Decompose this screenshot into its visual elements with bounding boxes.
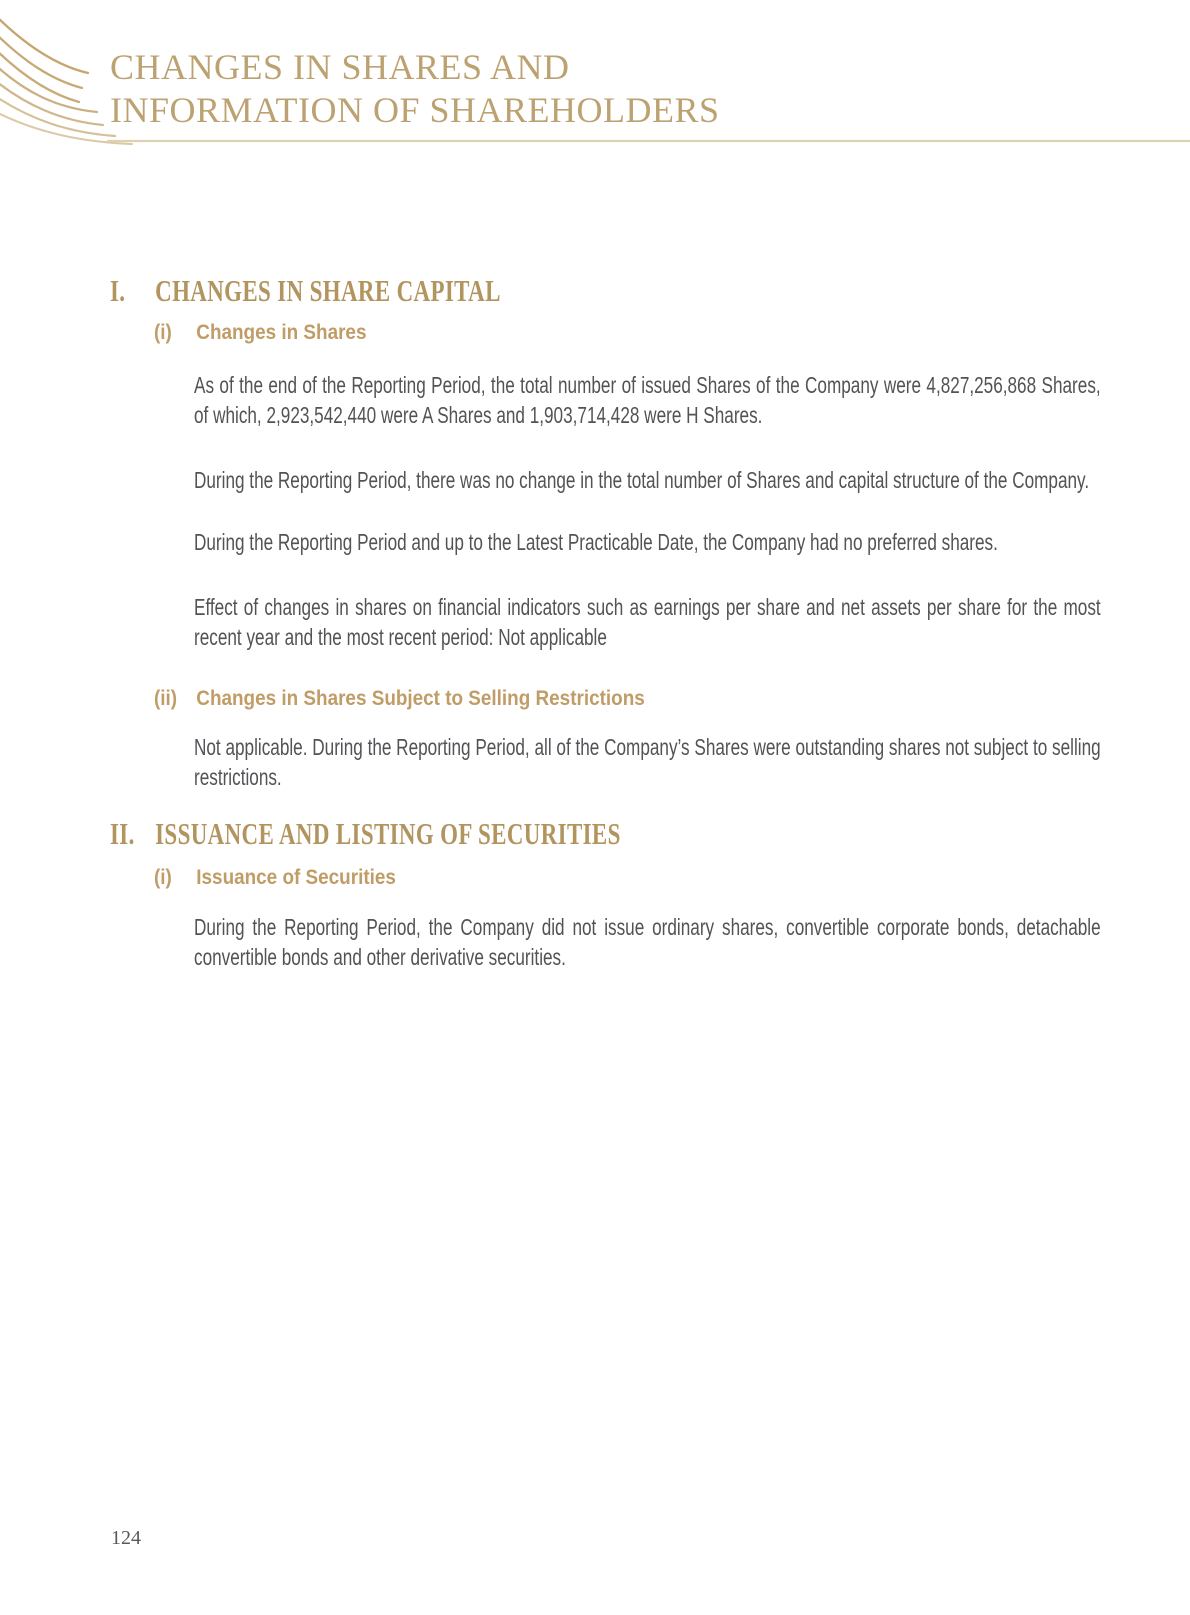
paragraph: During the Reporting Period, the Company did not issue ordinary shares, convertible corporate bonds, detachable convertible bonds and other derivative securities. [194,914,1101,970]
page-number: 124 [111,1527,141,1549]
subsection-heading-text: Changes in Shares Subject to Selling Restrictions [196,687,645,710]
subsection-heading-2-i [154,866,964,890]
paragraph: As of the end of the Reporting Period, the total number of issued Shares of the Company were 4,827,256,868 Shares, of which, 2,923,542,440 were A Shares and 1,903,714,428 were H Shares. [194,372,1101,428]
page-title [110,46,720,132]
paragraph: Not applicable. During the Reporting Period, all of the Company’s Shares were outstanding shares not subject to selling restrictions. [194,734,1101,790]
page-title-line-1: CHANGES IN SHARES AND [110,47,570,87]
subsection-heading-text: Changes in Shares [196,321,367,344]
subsection-heading-text: Issuance of Securities [196,866,396,889]
section-heading-1 [110,274,672,308]
section-numeral: I. [110,273,126,308]
paragraph: During the Reporting Period and up to the Latest Practicable Date, the Company had no preferred shares. [194,529,998,555]
subsection-heading-1-i [154,321,964,345]
section-heading-2 [110,817,672,851]
subsection-heading-1-ii [154,687,964,711]
section-heading-text: CHANGES IN SHARE CAPITAL [155,273,501,308]
subsection-marker: (i) [154,321,172,344]
paragraph: Effect of changes in shares on financial indicators such as earnings per share and net assets per share for the most recent year and the most recent period: Not applicable [194,594,1101,650]
paragraph: During the Reporting Period, there was no change in the total number of Shares and capital structure of the Company. [194,467,1090,493]
subsection-marker: (ii) [154,687,178,710]
section-heading-text: ISSUANCE AND LISTING OF SECURITIES [155,816,621,851]
page-title-line-2: INFORMATION OF SHAREHOLDERS [110,90,720,130]
subsection-marker: (i) [154,866,172,889]
section-numeral: II. [110,816,135,851]
